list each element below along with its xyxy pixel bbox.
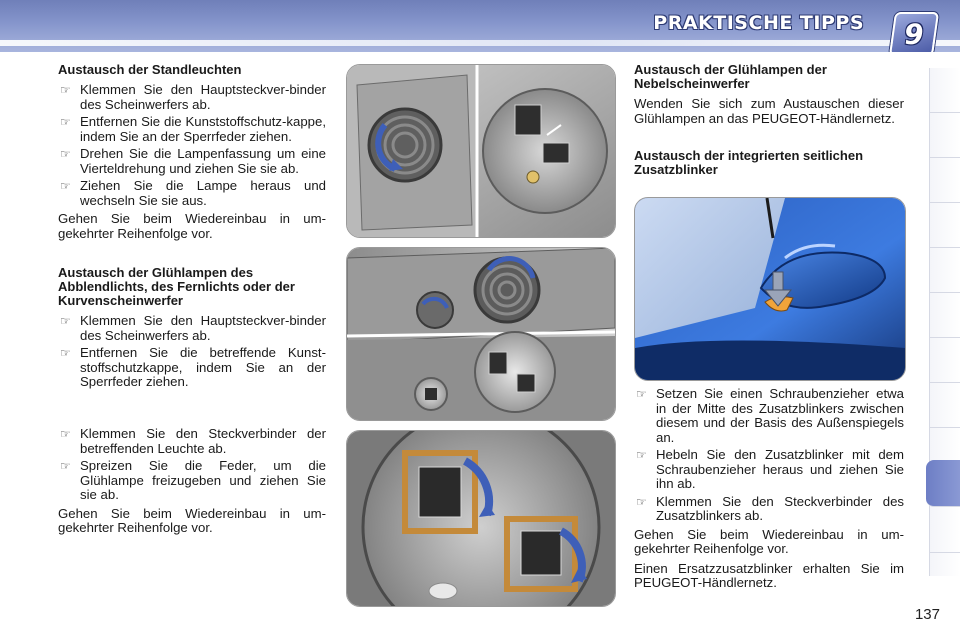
figure-abblendlicht-illustration [347,248,615,420]
figure-zusatzblinker-illustration [635,198,905,380]
page-header [0,0,960,52]
list-item: ☞ Drehen Sie die Lampenfassung um eine Vierteldrehung und ziehen Sie sie ab. [60,146,326,176]
chapter-tab[interactable] [930,203,960,248]
pointing-hand-icon: ☞ [636,448,647,462]
left-column-top [58,63,326,394]
list-item: ☞ Hebeln Sie den Zusatzblinker mit dem Schraubenzieher heraus und ziehen Sie ihn ab. [636,447,904,491]
chapter-tab[interactable] [930,158,960,203]
list-item: ☞ Entfernen Sie die Kunststoffschutz-kappe, indem Sie an der Sperrfeder ziehen. [60,114,326,144]
list-item: ☞ Klemmen Sie den Steckverbinder der betreffenden Leuchte ab. [60,426,326,456]
list-item: ☞ Klemmen Sie den Steckverbinder des Zusatzblinkers ab. [636,493,904,523]
figure-gluehlampe-feder [346,430,616,607]
pointing-hand-icon: ☞ [60,427,71,441]
figure-abblendlicht [346,247,616,421]
pointing-hand-icon: ☞ [60,147,71,161]
heading-nebelscheinwerfer: Austausch der Glühlampen der Nebelscheinwerfer [634,62,827,91]
list-item: ☞ Entfernen Sie die betreffende Kunst-stoffschutzkappe, indem Sie an der Sperrfeder ziehen. [60,345,326,389]
bullet-list [58,427,326,503]
bullet-list [634,387,904,524]
pointing-hand-icon: ☞ [636,387,647,401]
heading-abblendlicht: Austausch der Glühlampen des Abblendlichts, des Fernlichts oder der Kurvenscheinwerfer [58,265,295,308]
closing-note: Gehen Sie beim Wiedereinbau in um-gekehrter Reihenfolge vor. [58,211,326,241]
right-column-bottom [634,387,904,596]
page-number: 137 [914,606,940,623]
chapter-tab[interactable] [930,248,960,293]
list-item: ☞ Ziehen Sie die Lampe heraus und wechseln Sie sie aus. [60,178,326,208]
bullet-list [58,83,326,208]
pointing-hand-icon: ☞ [60,179,71,193]
pointing-hand-icon: ☞ [60,115,71,129]
list-item: ☞ Setzen Sie einen Schraubenzieher etwa in der Mitte des Zusatzblinkers zwischen diesem und der Basis des Außenspiegels an. [636,386,904,445]
chapter-number: 9 [901,17,927,51]
list-item: ☞ Klemmen Sie den Hauptsteckver-binder des Scheinwerfers ab. [60,82,326,112]
closing-note: Gehen Sie beim Wiedereinbau in um-gekehrter Reihenfolge vor. [634,526,904,556]
pointing-hand-icon: ☞ [60,346,71,360]
chapter-tab[interactable] [930,508,960,553]
pointing-hand-icon: ☞ [60,459,71,473]
section-title: PRAKTISCHE TIPPS [653,12,864,34]
chapter-tab[interactable] [930,383,960,428]
pointing-hand-icon: ☞ [60,314,71,328]
list-item: ☞ Klemmen Sie den Hauptsteckver-binder des Scheinwerfers ab. [60,313,326,343]
figure-standleuchte-illustration [347,65,615,237]
info-text: Wenden Sie sich zum Austauschen dieser Glühlampen an das PEUGEOT-Händlernetz. [634,96,904,126]
heading-zusatzblinker: Austausch der integrierten seitlichen Zusatzblinker [634,148,864,177]
pointing-hand-icon: ☞ [60,83,71,97]
figure-standleuchte [346,64,616,238]
chapter-tab-active[interactable] [926,460,960,507]
list-item: ☞ Spreizen Sie die Feder, um die Glühlampe freizugeben und ziehen Sie sie ab. [60,458,326,502]
bullet-list [58,314,326,390]
figure-gluehlampe-feder-illustration [347,431,615,606]
figure-zusatzblinker [634,197,906,381]
chapter-tab[interactable] [930,293,960,338]
chapter-tab[interactable] [930,68,960,113]
chapter-tab[interactable] [930,338,960,383]
chapter-tab[interactable] [930,113,960,158]
right-column-top [634,63,904,183]
chapter-tabs [929,68,960,576]
heading-standleuchten: Austausch der Standleuchten [58,62,242,77]
closing-note-dealer: Einen Ersatzzusatzblinker erhalten Sie im PEUGEOT-Händlernetz. [634,560,904,590]
closing-note: Gehen Sie beim Wiedereinbau in um-gekehrter Reihenfolge vor. [58,505,326,535]
chapter-badge [889,12,939,52]
pointing-hand-icon: ☞ [636,494,647,509]
left-column-bottom [58,427,326,541]
header-stripe [0,40,960,46]
